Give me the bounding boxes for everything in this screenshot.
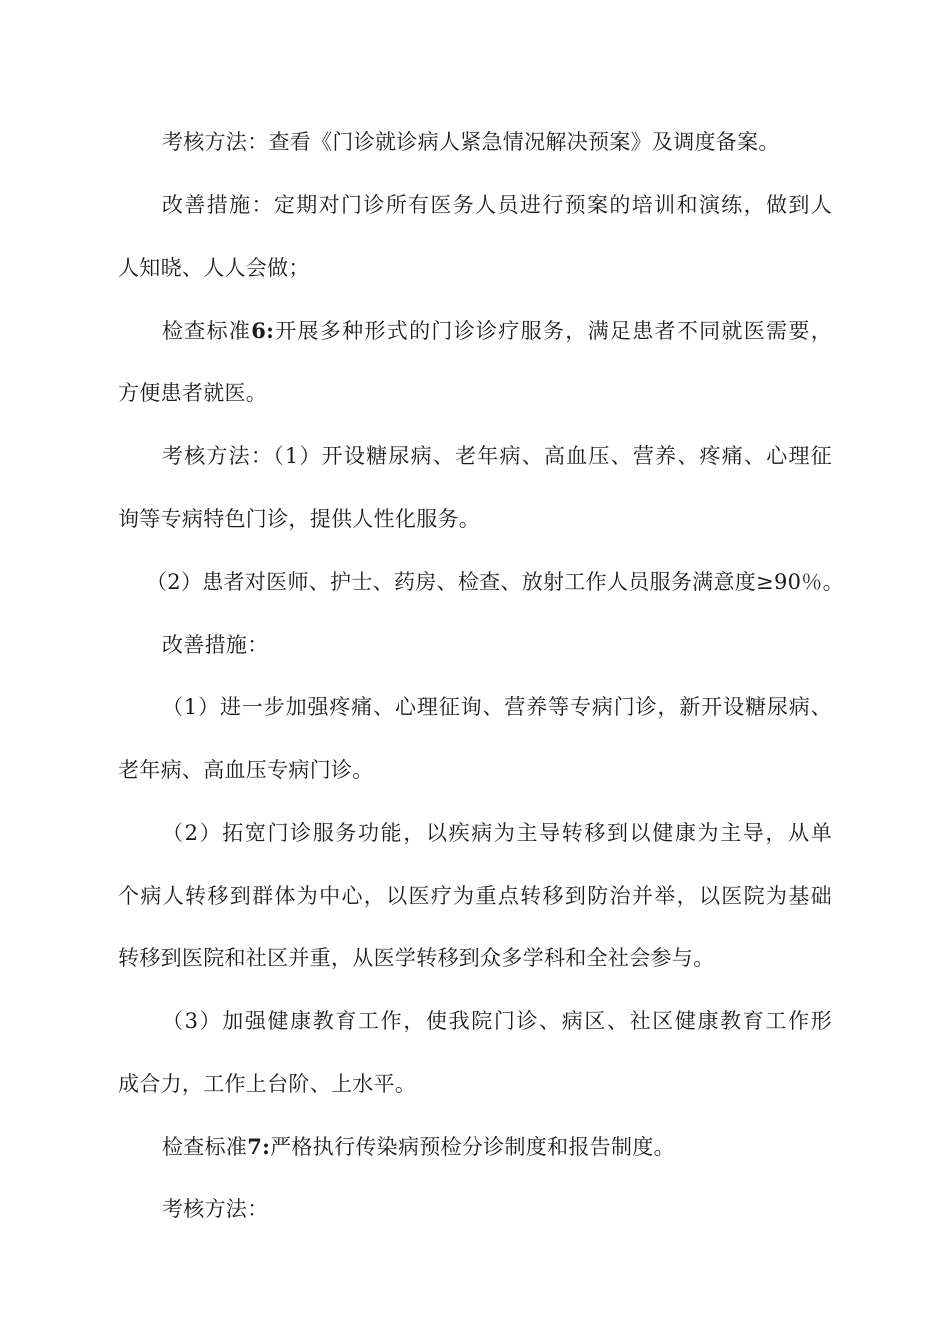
paragraph-text: （3）加强健康教育工作，使我院门诊、病区、社区健康教育工作形 xyxy=(162,1009,832,1033)
paragraph-text: 考核方法： xyxy=(162,1197,269,1221)
paragraph-text: 转移到医院和社区并重，从医学转移到众多学科和全社会参与。 xyxy=(118,946,715,970)
paragraph-text: 询等专病特色门诊，提供人性化服务。 xyxy=(118,507,481,531)
paragraph-text: 考核方法：查看《门诊就诊病人紧急情况解决预案》及调度备案。 xyxy=(162,130,780,154)
paragraph-improvement-item-1-line2 xyxy=(118,755,832,785)
paragraph-check-standard-7 xyxy=(162,1132,832,1162)
paragraph-text: （2）患者对医师、护士、药房、检查、放射工作人员服务满意度≥90％。 xyxy=(146,570,844,594)
paragraph-text: （1）进一步加强疼痛、心理征询、营养等专病门诊，新开设糖尿病、 xyxy=(162,695,832,719)
paragraph-text: 考核方法：（1）开设糖尿病、老年病、高血压、营养、疼痛、心理征 xyxy=(162,444,832,468)
paragraph-improvement-heading xyxy=(162,630,832,660)
paragraph-check-standard-6-line2 xyxy=(118,378,832,408)
paragraph-assessment-item-2 xyxy=(146,567,844,597)
paragraph-text: 开展多种形式的门诊诊疗服务，满足患者不同就医需要， xyxy=(274,319,832,343)
standard-number: 7: xyxy=(247,1134,271,1159)
standard-prefix: 检查标准 xyxy=(162,1135,248,1159)
standard-number: 6: xyxy=(251,318,275,343)
paragraph-improvement-1-line2 xyxy=(118,253,832,283)
paragraph-text: 个病人转移到群体为中心，以医疗为重点转移到防治并举，以医院为基础 xyxy=(118,884,832,908)
paragraph-text: 老年病、高血压专病门诊。 xyxy=(118,758,374,782)
standard-prefix: 检查标准 xyxy=(162,319,252,343)
paragraph-assessment-method-6-line1 xyxy=(162,441,832,471)
paragraph-assessment-method-1 xyxy=(162,127,832,157)
paragraph-improvement-item-2-line1 xyxy=(162,818,832,848)
paragraph-assessment-method-7 xyxy=(162,1194,832,1224)
paragraph-improvement-item-1-line1 xyxy=(162,692,832,722)
paragraph-text: 改善措施： xyxy=(162,633,269,657)
paragraph-improvement-1-line1 xyxy=(162,190,832,220)
paragraph-text: 严格执行传染病预检分诊制度和报告制度。 xyxy=(270,1135,675,1159)
paragraph-improvement-item-2-line2 xyxy=(118,881,832,911)
paragraph-text: 方便患者就医。 xyxy=(118,381,268,405)
paragraph-improvement-item-2-line3 xyxy=(118,943,832,973)
paragraph-improvement-item-3-line1 xyxy=(162,1006,832,1036)
paragraph-improvement-item-3-line2 xyxy=(118,1069,832,1099)
paragraph-text: 人知晓、人人会做； xyxy=(118,256,310,280)
paragraph-text: （2）拓宽门诊服务功能，以疾病为主导转移到以健康为主导，从单 xyxy=(162,821,832,845)
paragraph-check-standard-6-line1 xyxy=(162,316,832,346)
paragraph-text: 改善措施：定期对门诊所有医务人员进行预案的培训和演练，做到人 xyxy=(162,193,832,217)
paragraph-text: 成合力，工作上台阶、上水平。 xyxy=(118,1072,417,1096)
paragraph-assessment-method-6-line2 xyxy=(118,504,832,534)
